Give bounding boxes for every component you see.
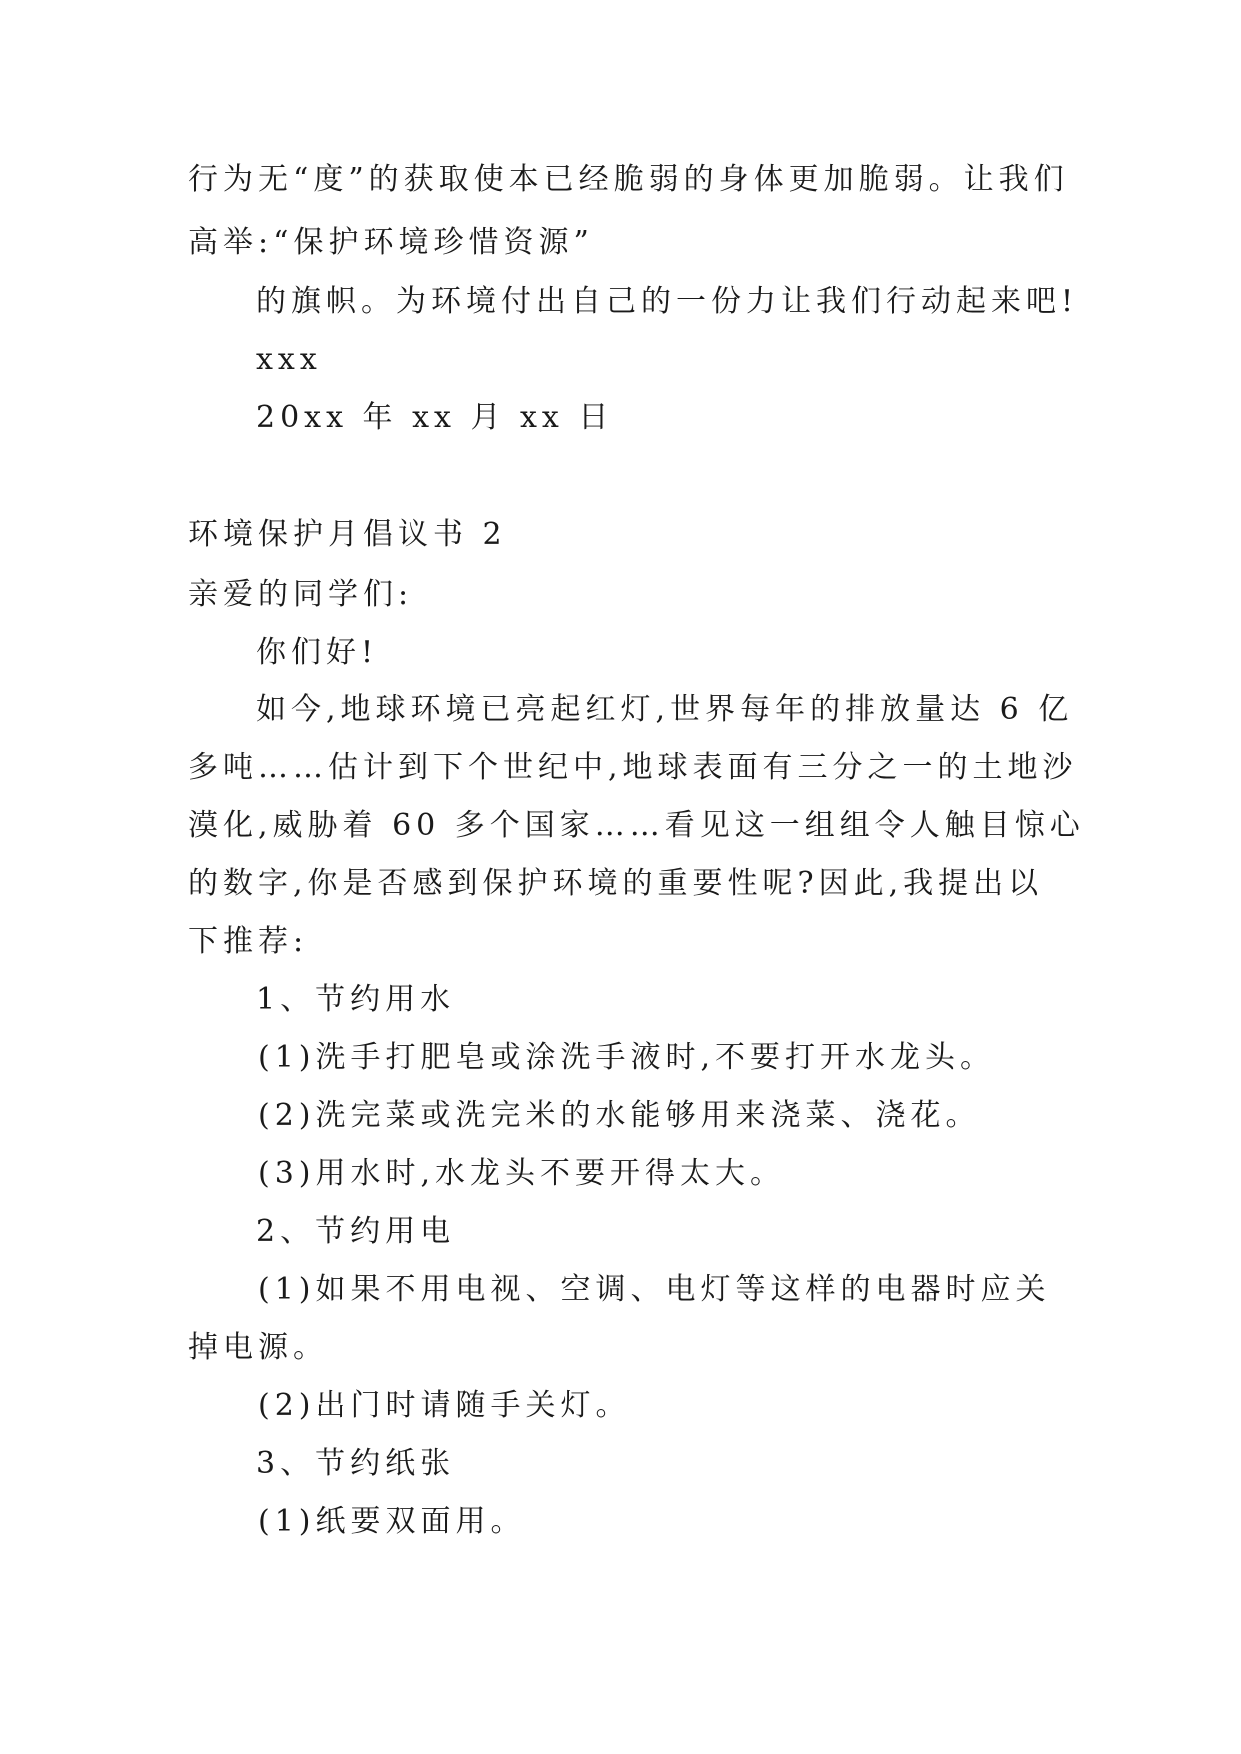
list-item: (1)如果不用电视、空调、电灯等这样的电器时应关 (258, 1272, 1051, 1307)
list-item: (3)用水时,水龙头不要开得太大。 (258, 1156, 786, 1191)
paragraph-line: 多吨……估计到下个世纪中,地球表面有三分之一的土地沙 (188, 750, 1078, 785)
paragraph-line: 的数字,你是否感到保护环境的重要性呢?因此,我提出以 (188, 866, 1044, 901)
list-heading: 2、节约用电 (256, 1214, 456, 1249)
paragraph-line: 高举:“保护环境珍惜资源” (188, 225, 594, 260)
salutation: 亲爱的同学们: (188, 577, 414, 612)
list-heading: 3、节约纸张 (256, 1446, 456, 1481)
paragraph-line: 下推荐: (188, 924, 309, 959)
paragraph-line: 如今,地球环境已亮起红灯,世界每年的排放量达 6 亿 (256, 692, 1074, 727)
signature-name: xxx (256, 342, 322, 377)
list-heading: 1、节约用水 (256, 982, 456, 1017)
greeting: 你们好! (256, 635, 379, 670)
paragraph-line: 的旗帜。为环境付出自己的一份力让我们行动起来吧! (256, 284, 1079, 319)
list-item: (1)纸要双面用。 (258, 1504, 526, 1539)
list-item: (2)出门时请随手关灯。 (258, 1388, 631, 1423)
list-item-continuation: 掉电源。 (188, 1330, 328, 1365)
section-title: 环境保护月倡议书 2 (188, 517, 507, 552)
signature-date: 20xx 年 xx 月 xx 日 (256, 400, 614, 435)
list-item: (1)洗手打肥皂或涂洗手液时,不要打开水龙头。 (258, 1040, 996, 1075)
paragraph-line: 漠化,威胁着 60 多个国家……看见这一组组令人触目惊心 (188, 808, 1085, 843)
list-item: (2)洗完菜或洗完米的水能够用来浇菜、浇花。 (258, 1098, 981, 1133)
paragraph-line: 行为无“度”的获取使本已经脆弱的身体更加脆弱。让我们 (188, 162, 1069, 197)
